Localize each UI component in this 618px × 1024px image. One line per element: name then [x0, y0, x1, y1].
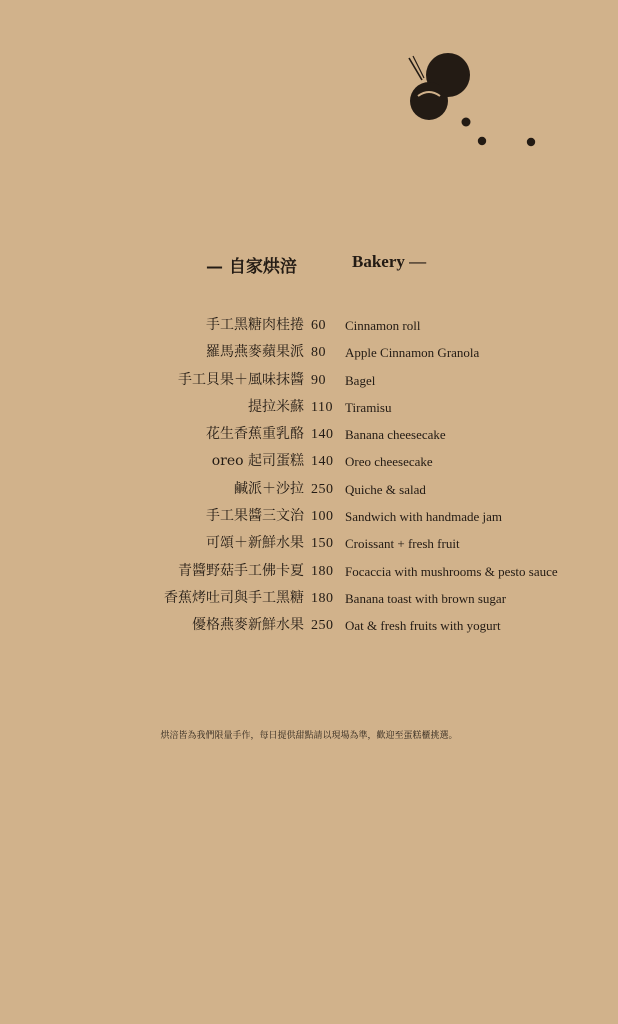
menu-item: [0, 531, 618, 558]
menu-item-name-en: Apple Cinnamon Granola: [345, 345, 480, 361]
menu-item-name-en: Sandwich with handmade jam: [345, 509, 503, 525]
menu-item: [0, 313, 618, 340]
menu-item-name-en: Bagel: [345, 372, 376, 388]
menu-item-name-zh: 提拉米蘇: [248, 398, 304, 415]
menu-item-price: 180: [311, 563, 334, 579]
section-heading: [0, 252, 618, 280]
section-title-zh: — 自家烘涪: [206, 257, 297, 277]
menu-item: [0, 340, 618, 367]
menu-item-price: 110: [311, 399, 333, 415]
menu-item-price: 80: [311, 345, 326, 361]
menu-item-price: 100: [311, 509, 334, 525]
menu-item-price: 250: [311, 618, 334, 634]
menu-item-name-zh: 優格燕麥新鮮水果: [192, 617, 304, 634]
menu-item-name-en: Banana toast with brown sugar: [345, 590, 507, 606]
menu-item-name-zh: 香蕉烤吐司與手工黑糖: [164, 589, 304, 606]
menu-item-name-zh: 可頌＋新鮮水果: [206, 535, 304, 552]
menu-item-name-zh: 羅馬燕麥蘋果派: [206, 344, 304, 361]
menu-item-price: 140: [311, 427, 334, 443]
menu-item: [0, 613, 618, 640]
menu-item-name-zh: 手工果醬三文治: [206, 508, 304, 525]
menu-list: [0, 313, 618, 641]
menu-item: [0, 559, 618, 586]
menu-item: [0, 449, 618, 476]
menu-item-name-zh: 鹹派＋沙拉: [234, 480, 304, 497]
menu-item-name-en: Cinnamon roll: [345, 318, 421, 333]
menu-item-name-en: Focaccia with mushrooms & pesto sauce: [345, 563, 558, 579]
menu-item-price: 180: [311, 590, 334, 606]
menu-item-price: 140: [311, 454, 334, 470]
menu-item: [0, 504, 618, 531]
menu-item: [0, 368, 618, 395]
menu-item-name-zh: 青醬野菇手工佛卡夏: [178, 562, 304, 579]
menu-item-name-zh: 花生香蕉重乳酪: [206, 426, 304, 443]
menu-item-name-en: Croissant + fresh fruit: [345, 536, 460, 552]
menu-item: [0, 422, 618, 449]
menu-item-name-zh: 手工貝果＋風味抹醬: [178, 371, 304, 388]
menu-item: [0, 586, 618, 613]
menu-item-name-en: Banana cheesecake: [345, 427, 446, 443]
menu-item-name-en: Tiramisu: [345, 399, 392, 415]
menu-item-price: 150: [311, 536, 334, 552]
menu-item: [0, 477, 618, 504]
menu-item-name-zh: oreo 起司蛋糕: [211, 453, 304, 470]
coconut-logo-icon: [400, 52, 550, 162]
menu-item-name-zh: 手工黑糖肉桂捲: [206, 317, 304, 333]
section-title-en: Bakery —: [352, 252, 427, 271]
menu-item-name-en: Oat & fresh fruits with yogurt: [345, 618, 501, 634]
menu-item-price: 90: [311, 372, 326, 388]
menu-item-price: 60: [311, 318, 326, 333]
menu-item-name-en: Quiche & salad: [345, 481, 426, 497]
footer-note: 烘涪皆為我們限量手作，每日提供甜點請以現場為準，歡迎至蛋糕櫃挑選。: [160, 731, 458, 741]
menu-item: [0, 395, 618, 422]
menu-item-name-en: Oreo cheesecake: [345, 454, 433, 470]
menu-item-price: 250: [311, 481, 334, 497]
